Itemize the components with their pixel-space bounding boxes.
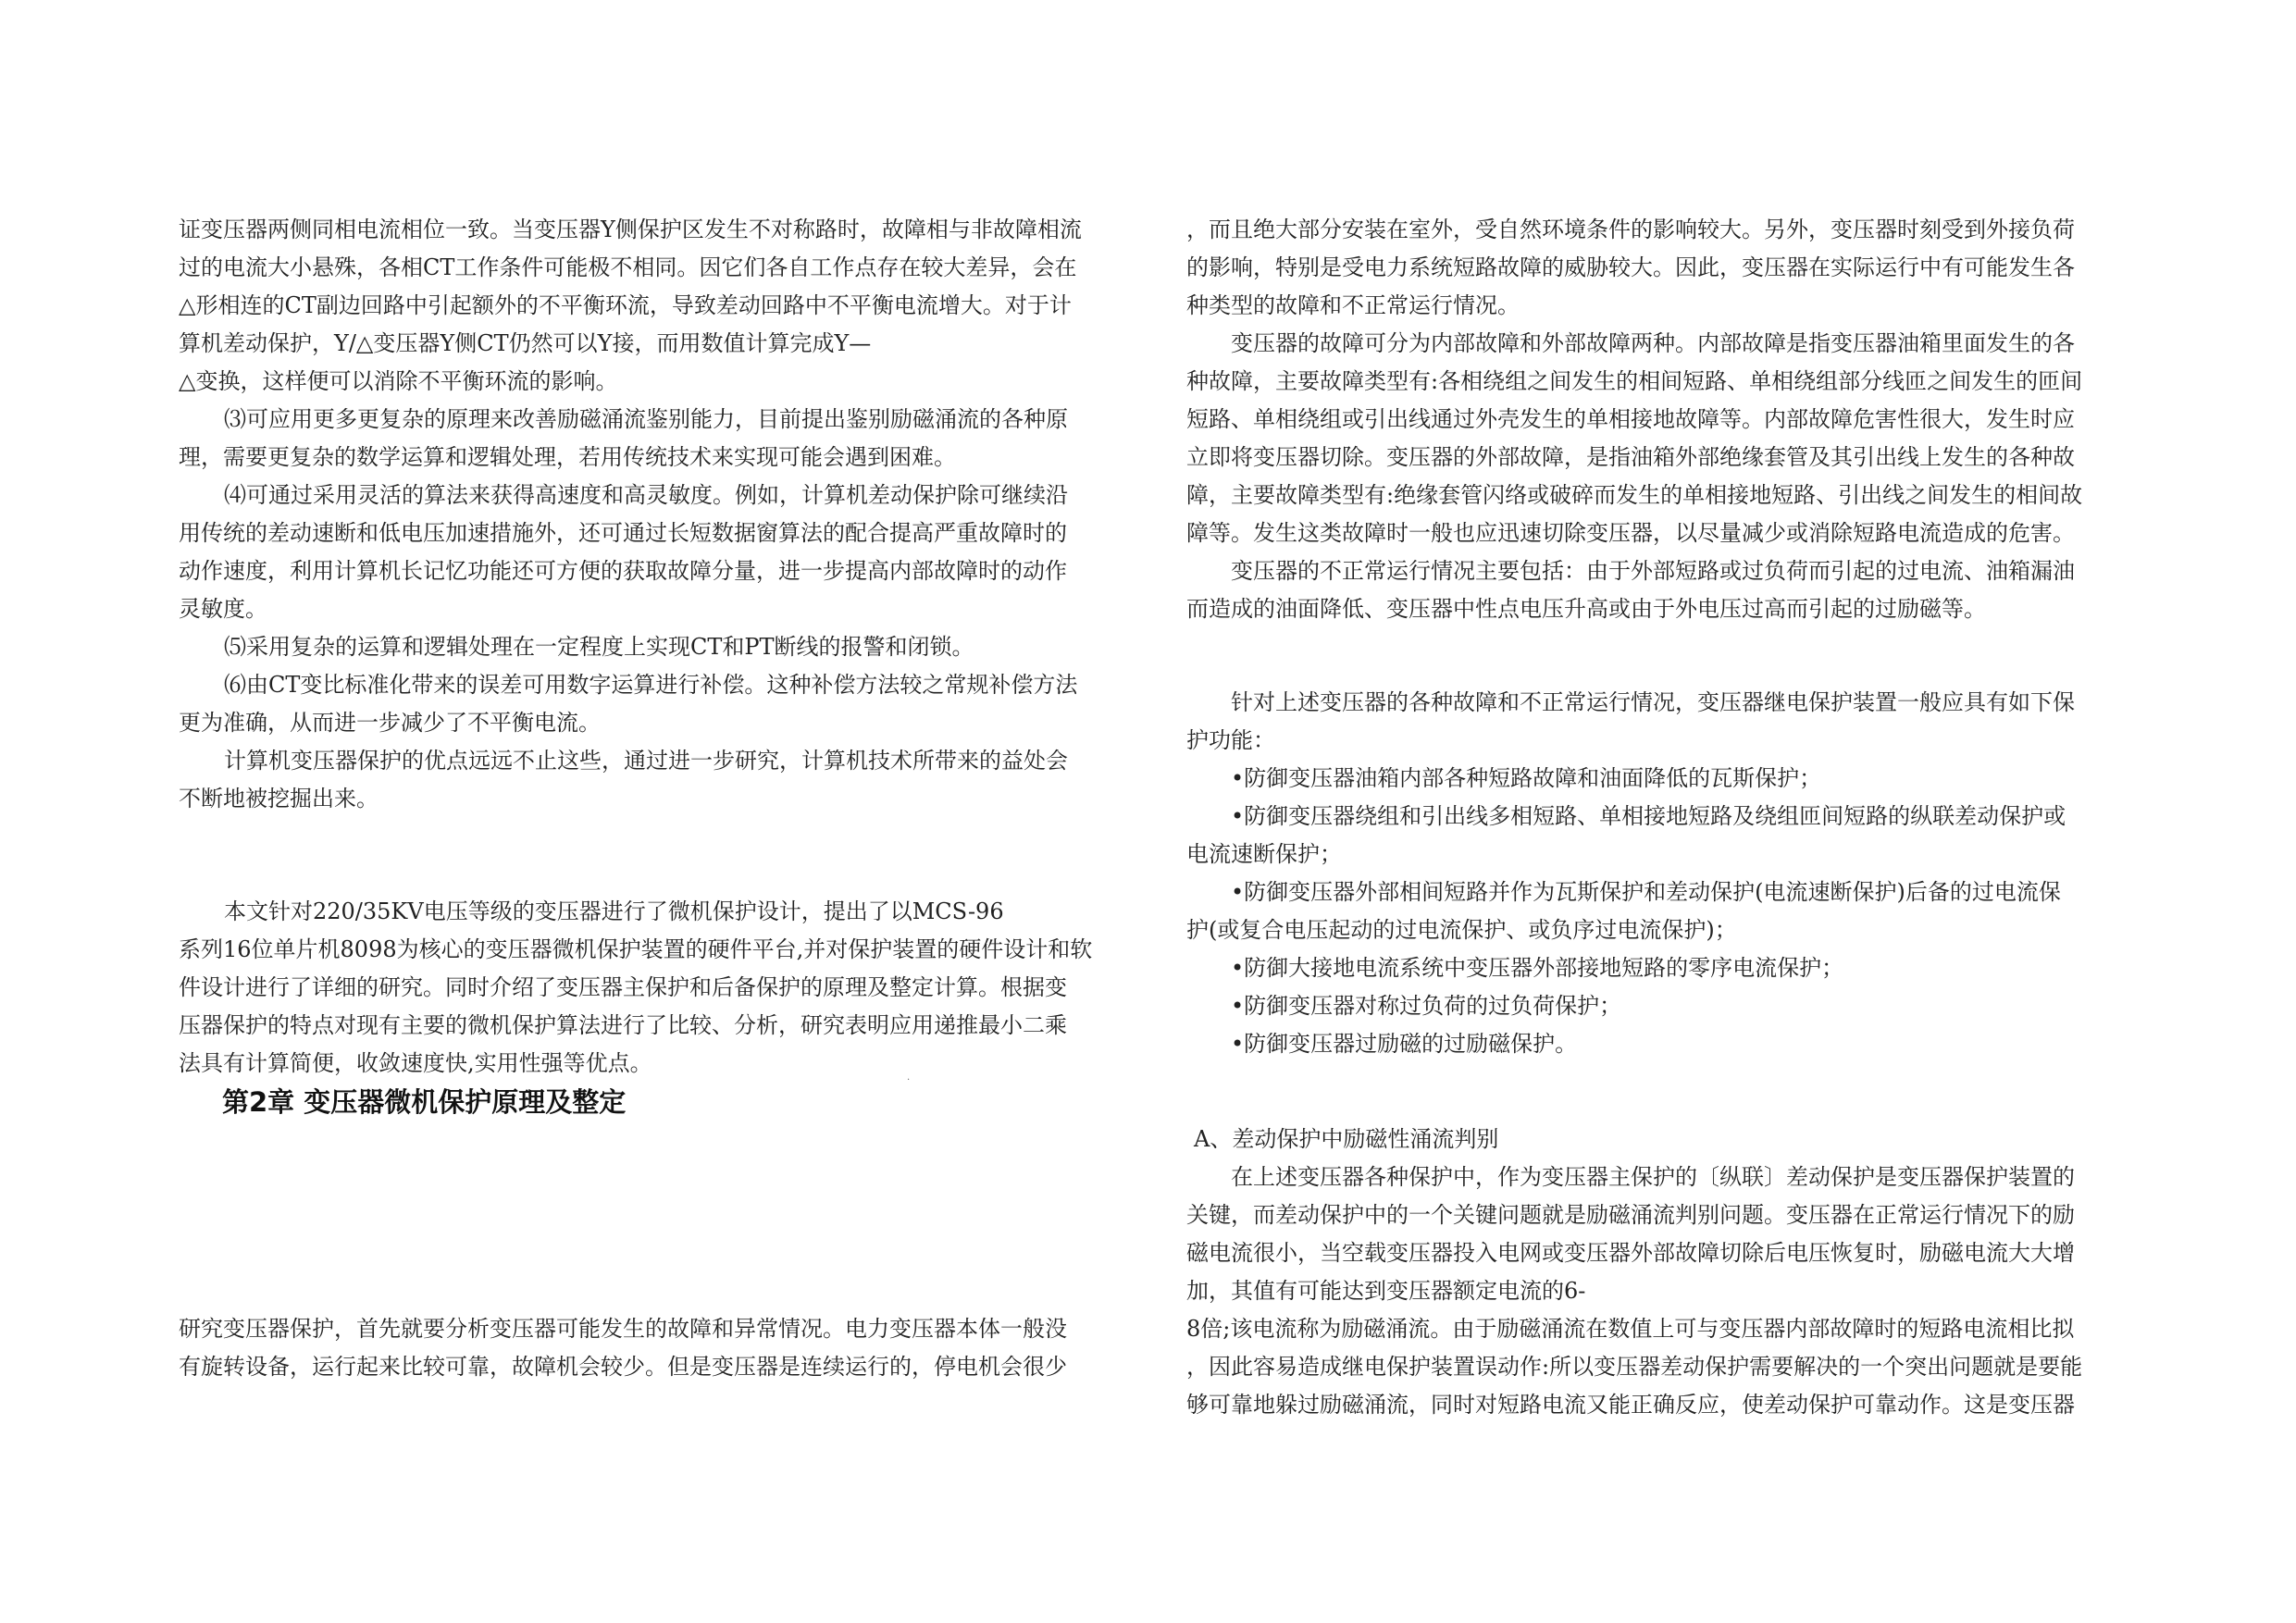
text-line: 够可靠地躲过励磁涌流，同时对短路电流又能正确反应，使差动保护可靠动作。这是变压器 (1186, 1392, 2075, 1418)
list-item: •防御变压器过励磁的过励磁保护。 (1231, 1031, 1578, 1057)
list-item: •防御变压器油箱内部各种短路故障和油面降低的瓦斯保护； (1231, 765, 1822, 791)
list-item: •防御大接地电流系统中变压器外部接地短路的零序电流保护； (1231, 955, 1844, 981)
text-line: 障，主要故障类型有:绝缘套管闪络或破碎而发生的单相接地短路、引出线之间发生的相间故 (1186, 482, 2083, 508)
text-line: 变压器的不正常运行情况主要包括：由于外部短路或过负荷而引起的过电流、油箱漏油 (1231, 558, 2075, 584)
text-line: ，而且绝大部分安装在室外，受自然环境条件的影响较大。另外，变压器时刻受到外接负荷 (1186, 217, 2075, 242)
text-line: 动作速度，利用计算机长记忆功能还可方便的获取故障分量，进一步提高内部故障时的动作 (179, 558, 1067, 584)
text-line: ⑹由CT变比标准化带来的误差可用数字运算进行补偿。这种补偿方法较之常规补偿方法 (224, 672, 1078, 698)
text-line: ⑷可通过采用灵活的算法来获得高速度和高灵敏度。例如，计算机差动保护除可继续沿 (224, 482, 1068, 508)
text-line: 磁电流很小，当空载变压器投入电网或变压器外部故障切除后电压恢复时，励磁电流大大增 (1186, 1240, 2075, 1266)
stray-mark: . (907, 1072, 911, 1083)
text-line: 立即将变压器切除。变压器的外部故障，是指油箱外部绝缘套管及其引出线上发生的各种故 (1186, 444, 2075, 470)
text-line: 研究变压器保护，首先就要分析变压器可能发生的故障和异常情况。电力变压器本体一般没 (179, 1316, 1067, 1342)
list-item: •防御变压器外部相间短路并作为瓦斯保护和差动保护(电流速断保护)后备的过电流保 (1231, 879, 2061, 905)
chapter-heading: 第2章 变压器微机保护原理及整定 (222, 1086, 627, 1118)
text-line: 短路、单相绕组或引出线通过外壳发生的单相接地故障等。内部故障危害性很大，发生时应 (1186, 406, 2075, 432)
text-line: 理，需要更复杂的数学运算和逻辑处理，若用传统技术来实现可能会遇到困难。 (179, 444, 956, 470)
text-line: 在上述变压器各种保护中，作为变压器主保护的〔纵联〕差动保护是变压器保护装置的 (1231, 1164, 2075, 1190)
text-line: 电流速断保护； (1186, 841, 1342, 867)
section-heading: A、差动保护中励磁性涌流判别 (1194, 1126, 1499, 1152)
text-line: 而造成的油面降低、变压器中性点电压升高或由于外电压过高而引起的过励磁等。 (1186, 596, 1986, 622)
text-line: 种类型的故障和不正常运行情况。 (1186, 292, 1520, 318)
text-line: 灵敏度。 (179, 596, 267, 622)
text-line: 护功能： (1186, 727, 1275, 753)
text-line: 针对上述变压器的各种故障和不正常运行情况，变压器继电保护装置一般应具有如下保 (1231, 689, 2075, 715)
text-line: △变换，这样便可以消除不平衡环流的影响。 (179, 368, 618, 394)
text-line: 的影响，特别是受电力系统短路故障的威胁较大。因此，变压器在实际运行中有可能发生各 (1186, 254, 2075, 280)
text-line: △形相连的CT副边回路中引起额外的不平衡环流，导致差动回路中不平衡电流增大。对于计 (179, 292, 1072, 318)
text-line: 更为准确，从而进一步减少了不平衡电流。 (179, 710, 601, 736)
text-line: 过的电流大小悬殊，各相CT工作条件可能极不相同。因它们各自工作点存在较大差异，会在 (179, 254, 1077, 280)
text-line: 本文针对220/35KV电压等级的变压器进行了微机保护设计，提出了以MCS-96 (224, 898, 1004, 924)
text-line: 8倍;该电流称为励磁涌流。由于励磁涌流在数值上可与变压器内部故障时的短路电流相比拟 (1186, 1316, 2075, 1342)
text-line: 关键，而差动保护中的一个关键问题就是励磁涌流判别问题。变压器在正常运行情况下的励 (1186, 1202, 2075, 1228)
text-line: 用传统的差动速断和低电压加速措施外，还可通过长短数据窗算法的配合提高严重故障时的 (179, 520, 1067, 546)
text-line: ⑸采用复杂的运算和逻辑处理在一定程度上实现CT和PT断线的报警和闭锁。 (224, 634, 974, 660)
text-line: 有旋转设备，运行起来比较可靠，故障机会较少。但是变压器是连续运行的，停电机会很少 (179, 1354, 1067, 1380)
text-line: 变压器的故障可分为内部故障和外部故障两种。内部故障是指变压器油箱里面发生的各 (1231, 330, 2075, 356)
text-line: 计算机变压器保护的优点远远不止这些，通过进一步研究，计算机技术所带来的益处会 (224, 748, 1068, 774)
text-line: 压器保护的特点对现有主要的微机保护算法进行了比较、分析，研究表明应用递推最小二乘 (179, 1012, 1067, 1038)
text-line: 证变压器两侧同相电流相位一致。当变压器Y侧保护区发生不对称路时，故障相与非故障相流 (179, 217, 1082, 242)
text-line: 加，其值有可能达到变压器额定电流的6- (1186, 1278, 1586, 1304)
text-line: 护(或复合电压起动的过电流保护、或负序过电流保护)； (1186, 917, 1737, 943)
text-line: ，因此容易造成继电保护装置误动作:所以变压器差动保护需要解决的一个突出问题就是要能 (1186, 1354, 2083, 1380)
list-item: •防御变压器对称过负荷的过负荷保护； (1231, 993, 1622, 1019)
text-line: ⑶可应用更多更复杂的原理来改善励磁涌流鉴别能力，目前提出鉴别励磁涌流的各种原 (224, 406, 1068, 432)
text-line: 法具有计算简便，收敛速度快,实用性强等优点。 (179, 1050, 652, 1076)
text-line: 系列16位单片机8098为核心的变压器微机保护装置的硬件平台,并对保护装置的硬件设计和软 (179, 936, 1093, 962)
list-item: •防御变压器绕组和引出线多相短路、单相接地短路及绕组匝间短路的纵联差动保护或 (1231, 803, 2066, 829)
text-line: 种故障，主要故障类型有:各相绕组之间发生的相间短路、单相绕组部分线匝之间发生的匝间 (1186, 368, 2083, 394)
text-line: 算机差动保护，Y/△变压器Y侧CT仍然可以Y接，而用数值计算完成Y— (179, 330, 872, 356)
text-line: 障等。发生这类故障时一般也应迅速切除变压器，以尽量减少或消除短路电流造成的危害。 (1186, 520, 2075, 546)
text-line: 件设计进行了详细的研究。同时介绍了变压器主保护和后备保护的原理及整定计算。根据变 (179, 974, 1067, 1000)
text-line: 不断地被挖掘出来。 (179, 786, 379, 812)
